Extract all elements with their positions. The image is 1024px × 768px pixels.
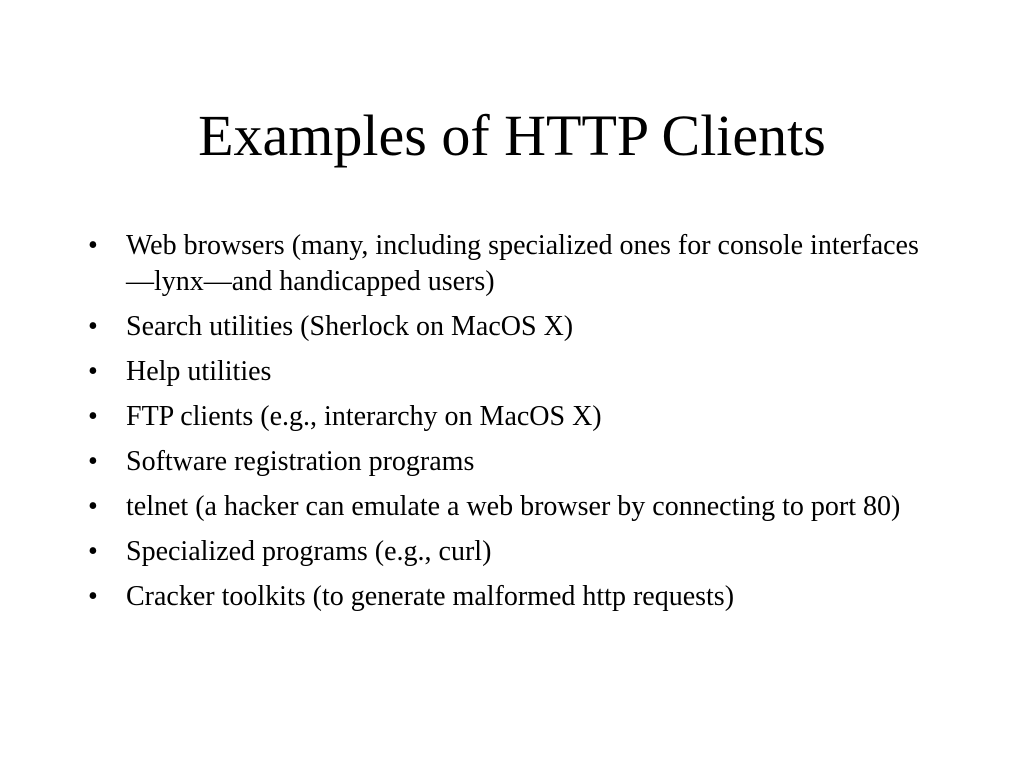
bullet-icon: • bbox=[88, 401, 98, 432]
bullet-text: Search utilities (Sherlock on MacOS X) bbox=[126, 311, 574, 342]
bullet-text: Help utilities bbox=[126, 356, 272, 387]
slide-title: Examples of HTTP Clients bbox=[198, 103, 826, 168]
bullet-icon: • bbox=[88, 230, 98, 261]
bullet-text: Specialized programs (e.g., curl) bbox=[126, 536, 492, 567]
bullet-item-ftp-clients bbox=[88, 399, 938, 435]
bullet-icon: • bbox=[88, 356, 98, 387]
bullet-icon: • bbox=[88, 581, 98, 612]
bullet-text: Cracker toolkits (to generate malformed http requests) bbox=[126, 581, 735, 612]
bullet-item-software-registration bbox=[88, 444, 938, 480]
bullet-text: Software registration programs bbox=[126, 446, 475, 477]
bullet-item-web-browsers bbox=[88, 228, 938, 300]
bullet-text: Web browsers (many, including specialized ones for console interfaces—lynx—and handicapped users) bbox=[126, 230, 919, 297]
bullet-list bbox=[88, 228, 938, 624]
bullet-item-cracker-toolkits bbox=[88, 579, 938, 615]
bullet-item-search-utilities bbox=[88, 309, 938, 345]
bullet-item-telnet bbox=[88, 489, 938, 525]
bullet-icon: • bbox=[88, 536, 98, 567]
bullet-icon: • bbox=[88, 491, 98, 522]
bullet-text: telnet (a hacker can emulate a web browser by connecting to port 80) bbox=[126, 491, 901, 522]
bullet-icon: • bbox=[88, 446, 98, 477]
bullet-text: FTP clients (e.g., interarchy on MacOS X) bbox=[126, 401, 602, 432]
bullet-item-specialized-programs bbox=[88, 534, 938, 570]
bullet-item-help-utilities bbox=[88, 354, 938, 390]
bullet-icon: • bbox=[88, 311, 98, 342]
